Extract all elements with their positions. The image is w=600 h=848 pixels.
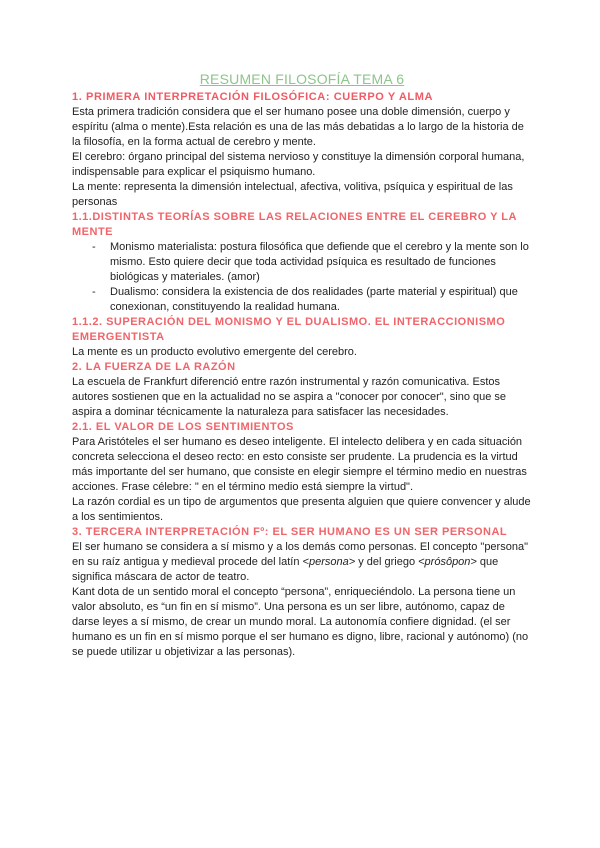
section-2-heading: 2. LA FUERZA DE LA RAZÓN	[72, 361, 236, 373]
section-1-heading: 1. PRIMERA INTERPRETACIÓN FILOSÓFICA: CUERPO Y ALMA	[72, 91, 434, 103]
section-1-1-2-heading: 1.1.2. SUPERACIÓN DEL MONISMO Y EL DUALISMO. EL INTERACCIONISMO EMERGENTISTA	[72, 316, 506, 343]
section-1-1-heading: 1.1.DISTINTAS TEORÍAS SOBRE LAS RELACIONES ENTRE EL CEREBRO Y LA MENTE	[72, 211, 517, 238]
section-2-1-paragraph-1: Para Aristóteles el ser humano es deseo inteligente. El intelecto delibera y en cada situación concreta selecciona el deseo recto: en esto consiste ser prudente. La prudencia es la virtud más importante del ser humano, que consiste en elegir siempre el término medio en nuestras acciones. Frase célebre: " en el término medio está siempre la virtud".	[72, 436, 527, 493]
section-1-1-2-paragraph: La mente es un producto evolutivo emergente del cerebro.	[72, 346, 357, 358]
section-3-paragraph-2: Kant dota de un sentido moral el concepto “persona”, enriqueciéndolo. La persona tiene un valor absoluto, es “un fin en sí mismo”. Una persona es un ser libre, autónomo, capaz de darse leyes a sí mismo, de crear un mundo moral. La autonomía confiere dignidad. (el ser humano es un fin en sí mismo porque el ser humano es digno, libre, racional y autónomo) (no se puede utilizar u objetivizar a las personas).	[72, 586, 529, 658]
section-1-paragraph-2: El cerebro: órgano principal del sistema nervioso y constituye la dimensión corporal humana, indispensable para explicar el psiquismo humano.	[72, 151, 525, 178]
latin-term: <persona>	[302, 556, 356, 568]
list-item: - Monismo materialista: postura filosófica que defiende que el cerebro y la mente son lo mismo. Esto quiere decir que toda actividad psíquica es resultado de funciones biológicas y materiales. (amor)	[92, 240, 532, 285]
section-2-1-paragraph-2: La razón cordial es un tipo de argumentos que presenta alguien que quiere convencer y alude a los sentimientos.	[72, 496, 531, 523]
section-2-1-heading: 2.1. EL VALOR DE LOS SENTIMIENTOS	[72, 421, 294, 433]
document-title: RESUMEN FILOSOFÍA TEMA 6	[199, 71, 405, 87]
section-3-heading: 3. TERCERA INTERPRETACIÓN Fº: EL SER HUMANO ES UN SER PERSONAL	[72, 526, 508, 538]
text-run: El ser humano se considera a sí mismo y a los demás como personas. El concepto "persona" en su raíz antigua y medieval procede del latín	[72, 541, 528, 568]
document-page	[72, 70, 532, 660]
theories-list	[72, 240, 532, 315]
text-run: que significa máscara de actor de teatro.	[72, 556, 499, 583]
section-3-paragraph-1	[72, 540, 532, 585]
text-run: y del griego	[355, 556, 419, 568]
section-1-paragraph-1: Esta primera tradición considera que el ser humano posee una doble dimensión, cuerpo y espíritu (alma o mente).Esta relación es una de las más debatidas a lo largo de la historia de la filosofía, en la forma actual de cerebro y mente.	[72, 106, 524, 148]
list-item: - Dualismo: considera la existencia de dos realidades (parte material y espiritual) que conexionan, constituyendo la realidad humana.	[92, 285, 532, 315]
greek-term: <prósôpon>	[418, 556, 477, 568]
section-1-paragraph-3: La mente: representa la dimensión intelectual, afectiva, volitiva, psíquica y espiritual de las personas	[72, 181, 513, 208]
section-2-paragraph: La escuela de Frankfurt diferenció entre razón instrumental y razón comunicativa. Estos autores sostienen que en la actualidad no se aspira a "conocer por conocer", sino que se aspira a dominar técnicamente la naturaleza para satisfacer las necesidades.	[72, 376, 507, 418]
